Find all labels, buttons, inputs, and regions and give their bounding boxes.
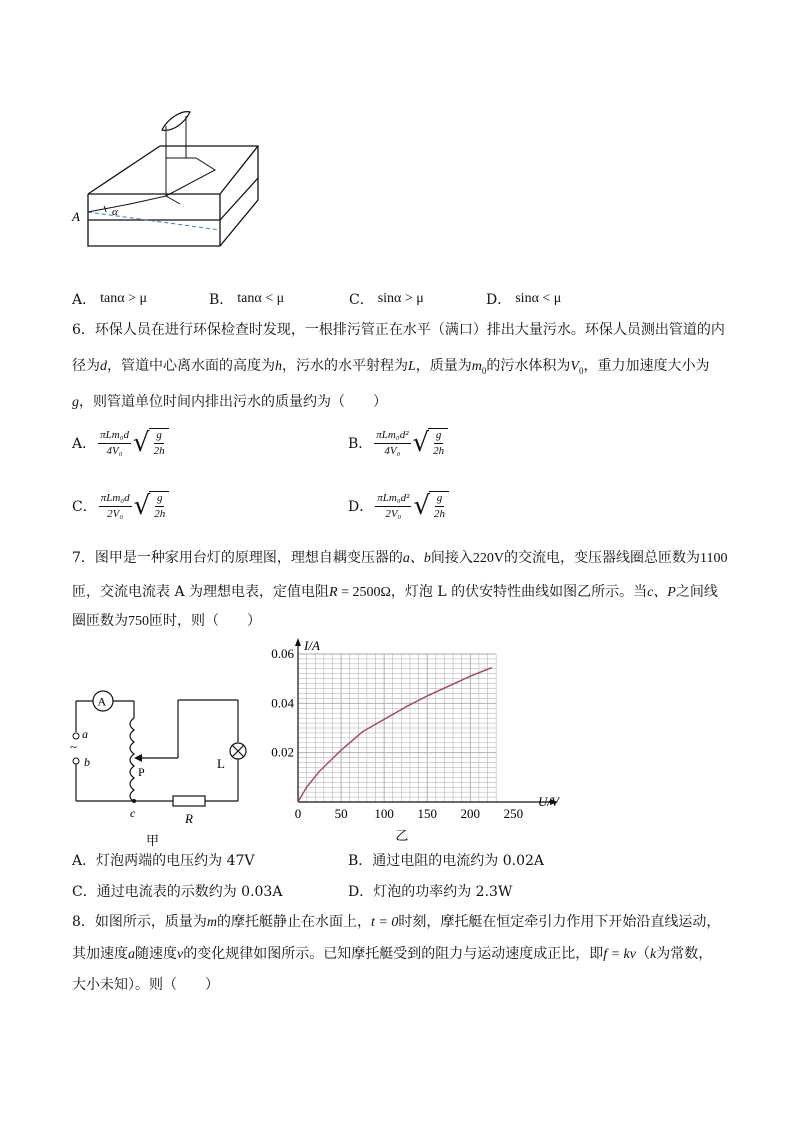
radicand-denominator: 2h bbox=[154, 508, 166, 520]
var-ab: a、b bbox=[402, 551, 431, 566]
value: 1100 bbox=[700, 551, 728, 566]
option-expr: sinα > μ bbox=[377, 291, 424, 306]
iv-chart-svg bbox=[262, 636, 582, 846]
sqrt: √ $\frac{g}{2h}$ bbox=[413, 491, 449, 521]
chart-ticks bbox=[271, 646, 523, 821]
x-tick-label: 200 bbox=[460, 806, 481, 821]
q7-text: 匝时，则（ ） bbox=[149, 613, 261, 629]
x-tick-label: 100 bbox=[374, 806, 394, 821]
option-letter: A． bbox=[72, 853, 97, 869]
circuit-diagram bbox=[66, 680, 256, 850]
y-tick-label: 0.02 bbox=[271, 744, 294, 760]
var-k: k bbox=[649, 947, 657, 962]
var-g: g bbox=[72, 395, 79, 410]
radicand-numerator: g bbox=[434, 429, 444, 444]
q8-line-3 bbox=[72, 975, 219, 995]
option-letter: C． bbox=[72, 499, 97, 515]
q6-text: ，污水的水平射程为 bbox=[282, 358, 408, 374]
q8-line-2 bbox=[72, 944, 712, 965]
option-text: 灯泡两端的电压约为 47V bbox=[96, 853, 255, 869]
q7-text: 之间线 bbox=[675, 584, 718, 600]
lamp-L: L bbox=[217, 756, 225, 771]
option-letter: D． bbox=[348, 884, 374, 900]
option-letter: B． bbox=[348, 436, 373, 452]
option-letter: C． bbox=[349, 292, 374, 308]
y-axis-label: I/A bbox=[304, 638, 320, 653]
sqrt: √ $\frac{g}{2h}$ bbox=[133, 428, 169, 458]
value: = 2500Ω bbox=[337, 585, 391, 600]
terminal-a: a bbox=[82, 727, 88, 741]
var-V0: V bbox=[570, 359, 579, 374]
y-axis-arrow bbox=[295, 638, 301, 646]
subscript: 0 bbox=[481, 365, 487, 376]
y-tick-label: 0.04 bbox=[271, 695, 294, 711]
q7-text: 匝，交流电流表 A 为理想电表，定值电阻 bbox=[72, 584, 330, 600]
var-a: a bbox=[128, 947, 135, 962]
option-letter: D． bbox=[348, 499, 374, 515]
var-cP: c、P bbox=[647, 585, 676, 600]
q7-option-c[interactable] bbox=[72, 882, 282, 902]
option-text: 通过电流表的示数约为 0.03A bbox=[96, 884, 283, 900]
var-R: R bbox=[329, 585, 338, 600]
q7-text: 的交流电，变压器线圈总匝数为 bbox=[504, 550, 701, 566]
iv-chart bbox=[262, 636, 582, 846]
x-axis-label: U/V bbox=[538, 794, 559, 809]
q8-text: 的变化规律如图所示。已知摩托艇受到的阻力与运动速度成正比，即 bbox=[183, 946, 604, 962]
radicand-numerator: g bbox=[435, 492, 445, 507]
q8-text: 随速度 bbox=[135, 946, 177, 962]
var-h: h bbox=[275, 359, 282, 374]
option-text: 灯泡的功率约为 2.3W bbox=[373, 884, 513, 900]
q6-option-b[interactable] bbox=[348, 428, 448, 458]
q6-line-3 bbox=[72, 392, 387, 413]
x-tick-label: 150 bbox=[417, 806, 437, 821]
fraction bbox=[98, 429, 131, 458]
fraction bbox=[99, 492, 132, 521]
sqrt: √ $\frac{g}{2h}$ bbox=[413, 428, 449, 458]
q6-option-d[interactable] bbox=[348, 491, 449, 521]
x-tick-label: 0 bbox=[294, 806, 302, 821]
option-expr: tanα > μ bbox=[100, 291, 147, 306]
radicand-numerator: g bbox=[155, 492, 165, 507]
q8-line-1 bbox=[72, 912, 720, 933]
ammeter-label: A bbox=[97, 694, 107, 709]
chart-grid bbox=[298, 654, 496, 802]
radicand-denominator: 2h bbox=[153, 445, 165, 457]
resistor-R: R bbox=[185, 811, 193, 826]
q8-text: 其加速度 bbox=[72, 946, 128, 962]
value: 220V bbox=[472, 551, 505, 566]
q6-text: ，质量为 bbox=[415, 358, 472, 374]
q7-line-3 bbox=[72, 611, 261, 632]
q6-line-2 bbox=[72, 356, 709, 381]
option-letter: D． bbox=[486, 292, 512, 308]
option-expr: sinα < μ bbox=[515, 291, 562, 306]
var-m: m bbox=[206, 915, 218, 930]
q8-text: 8．如图所示，质量为 bbox=[72, 914, 207, 930]
option-letter: A． bbox=[72, 436, 97, 452]
q6-option-c[interactable] bbox=[72, 491, 169, 521]
q5-option-c[interactable] bbox=[349, 289, 424, 309]
q7-option-a[interactable] bbox=[72, 851, 255, 871]
option-expr: tanα < μ bbox=[237, 291, 285, 306]
denominator: 2V₀ bbox=[107, 507, 124, 520]
var-d: d bbox=[100, 359, 107, 374]
chart-axes bbox=[295, 638, 558, 805]
numerator: πLm₀d² bbox=[374, 429, 410, 444]
q7-text: 间接入 bbox=[430, 550, 473, 566]
radicand-denominator: 2h bbox=[433, 445, 445, 457]
q8-text: 为常数， bbox=[656, 946, 713, 962]
q5-option-a[interactable] bbox=[72, 289, 147, 309]
q7-text: 圈匝数为 bbox=[72, 613, 128, 629]
var-L: L bbox=[408, 359, 416, 374]
option-letter: B． bbox=[348, 853, 373, 869]
denominator: 4V₀ bbox=[106, 444, 123, 457]
q6-line-1 bbox=[72, 320, 725, 340]
q6-text: 的污水体积为 bbox=[486, 358, 571, 374]
terminal-b: b bbox=[84, 755, 90, 769]
radicand-numerator: g bbox=[154, 429, 164, 444]
fraction bbox=[374, 429, 410, 458]
numerator: πLm₀d bbox=[99, 492, 132, 507]
numerator: πLm₀d bbox=[98, 429, 131, 444]
subscript: 0 bbox=[578, 365, 584, 376]
q8-text: 大小未知）。则（ ） bbox=[72, 977, 219, 993]
q6-text: ，则管道单位时间内排出污水的质量约为（ ） bbox=[79, 394, 387, 410]
iv-curve bbox=[298, 668, 492, 802]
q7-line-1 bbox=[72, 548, 728, 569]
q7-option-b[interactable] bbox=[348, 851, 544, 871]
fraction bbox=[375, 492, 411, 521]
x-tick-label: 50 bbox=[334, 806, 348, 821]
q6-text: 6．环保人员在进行环保检查时发现，一根排污管正在水平（满口）排出大量污水。环保人员测出管道的内 bbox=[72, 322, 725, 338]
q8-text: 时刻，摩托艇在恒定牵引力作用下开始沿直线运动， bbox=[398, 914, 721, 930]
formula-f: f = kv bbox=[603, 947, 636, 962]
option-text: 通过电阻的电流约为 0.02A bbox=[372, 853, 545, 869]
label-alpha: α bbox=[112, 206, 118, 218]
caption-jia: 甲 bbox=[146, 833, 160, 848]
sqrt: √ $\frac{g}{2h}$ bbox=[134, 491, 170, 521]
ac-symbol: ~ bbox=[70, 739, 78, 754]
q7-option-d[interactable] bbox=[348, 882, 512, 902]
option-letter: B． bbox=[209, 292, 234, 308]
q7-text: 7．图甲是一种家用台灯的原理图，理想自耦变压器的 bbox=[72, 550, 403, 566]
denominator: 4V₀ bbox=[384, 444, 401, 457]
q6-option-a[interactable] bbox=[72, 428, 169, 458]
q7-line-2 bbox=[72, 582, 718, 603]
numerator: πLm₀d² bbox=[375, 492, 411, 507]
option-letter: A． bbox=[72, 292, 97, 308]
q6-text: ，重力加速度大小为 bbox=[583, 358, 710, 374]
x-tick-label: 250 bbox=[503, 806, 524, 821]
q7-text: ，灯泡 L 的伏安特性曲线如图乙所示。当 bbox=[390, 584, 648, 600]
q6-text: 径为 bbox=[72, 358, 100, 374]
q5-option-d[interactable] bbox=[486, 289, 561, 309]
q5-option-b[interactable] bbox=[209, 289, 284, 309]
q8-text: （ bbox=[635, 946, 650, 962]
node-c: c bbox=[130, 806, 136, 820]
chart-caption: 乙 bbox=[395, 828, 409, 843]
radicand-denominator: 2h bbox=[434, 508, 446, 520]
option-letter: C． bbox=[72, 884, 97, 900]
value: 750 bbox=[128, 614, 149, 629]
slider-P: P bbox=[138, 765, 145, 779]
var-t: t = 0 bbox=[371, 915, 399, 930]
block-diagram bbox=[70, 100, 270, 260]
y-tick-label: 0.06 bbox=[271, 646, 294, 661]
q5-block-figure bbox=[70, 100, 270, 260]
q8-text: 的摩托艇静止在水面上， bbox=[217, 914, 372, 930]
var-v: v bbox=[177, 947, 184, 962]
label-A: A bbox=[72, 209, 80, 224]
q6-text: ，管道中心离水面的高度为 bbox=[107, 358, 275, 374]
denominator: 2V₀ bbox=[385, 507, 402, 520]
var-m0: m bbox=[471, 359, 482, 374]
